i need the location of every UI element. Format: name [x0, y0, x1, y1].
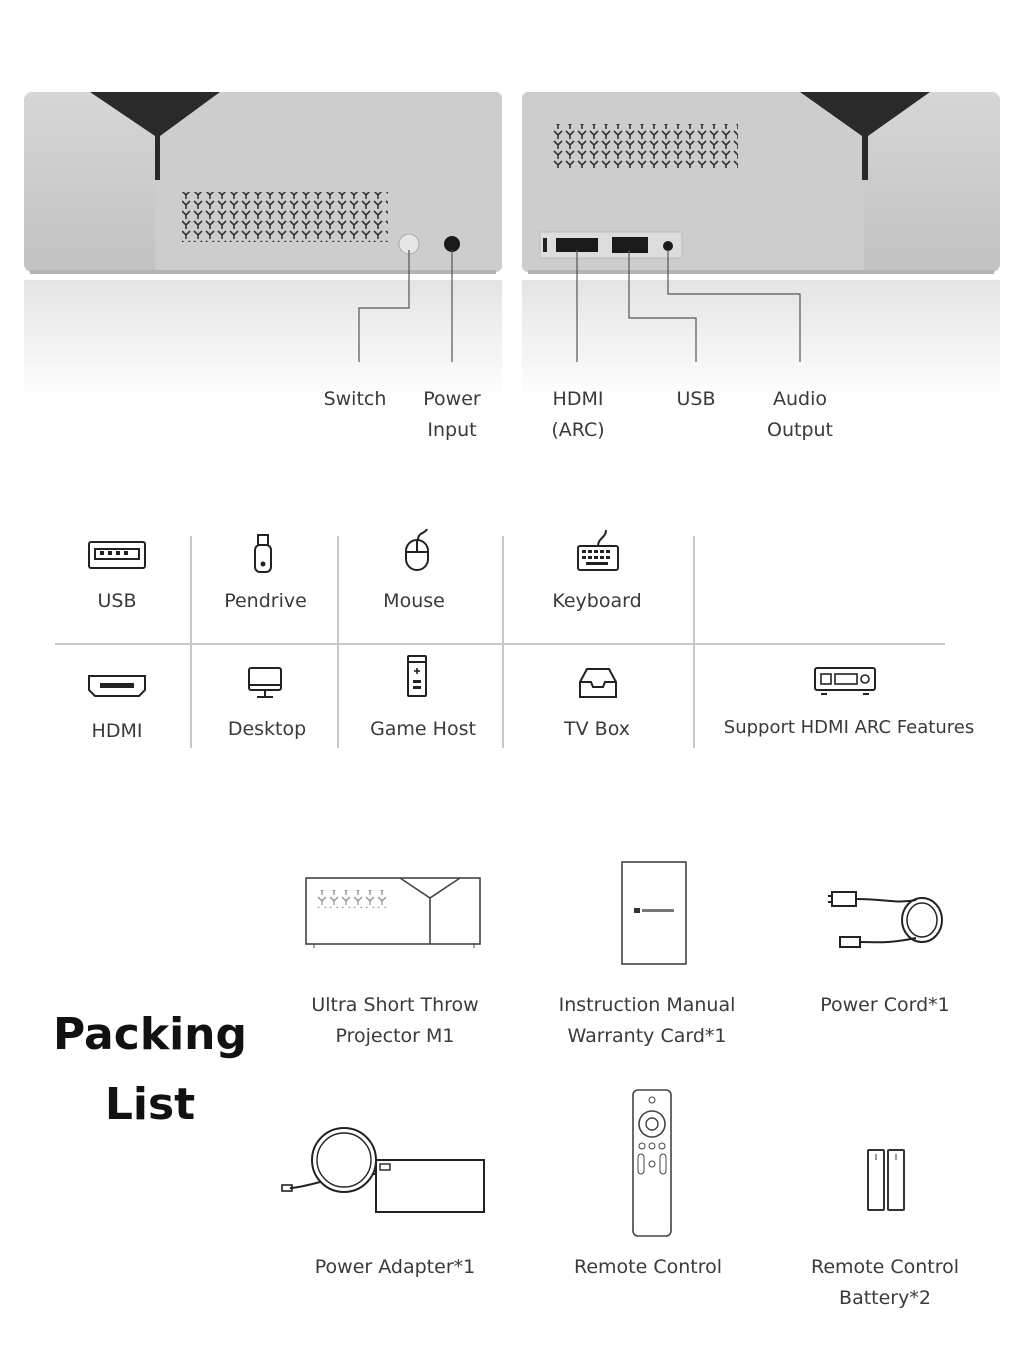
pack-label-manual	[540, 990, 754, 1052]
compat-label-tv-box: TV Box	[564, 718, 630, 740]
tv-box-icon	[578, 666, 618, 700]
pack-label-projector-line1: Ultra Short Throw	[311, 994, 479, 1016]
compat-label-usb: USB	[97, 590, 137, 612]
compat-label-desktop: Desktop	[227, 718, 307, 740]
port-label-power-line2: Input	[427, 419, 477, 441]
pack-label-battery-line1: Remote Control	[810, 1256, 960, 1278]
grid-divider	[693, 536, 695, 748]
port-label-hdmi-line1: HDMI	[552, 388, 604, 410]
packing-title-line1: Packing	[52, 1009, 247, 1060]
pack-label-battery	[790, 1252, 980, 1314]
port-label-usb: USB	[676, 388, 716, 410]
pendrive-icon	[253, 534, 273, 574]
compat-label-keyboard: Keyboard	[552, 590, 642, 612]
port-label-audio	[746, 384, 854, 446]
packing-list-title	[40, 1000, 260, 1140]
pack-label-manual-line2: Warranty Card*1	[567, 1025, 727, 1047]
port-label-hdmi-line2: (ARC)	[551, 419, 605, 441]
port-label-audio-line1: Audio	[772, 388, 827, 410]
pack-label-power-adapter: Power Adapter*1	[314, 1256, 476, 1278]
power-cord-illustration	[826, 886, 948, 954]
grid-divider	[55, 643, 945, 645]
power-adapter-illustration	[280, 1124, 488, 1216]
compat-label-game-host: Game Host	[370, 718, 476, 740]
grid-divider	[337, 536, 339, 748]
projector-illustration	[304, 876, 482, 948]
compat-label-hdmi-arc: Support HDMI ARC Features	[723, 717, 975, 738]
port-label-power-line1: Power	[423, 388, 481, 410]
pack-label-projector-line2: Projector M1	[335, 1025, 455, 1047]
mouse-icon	[401, 528, 435, 572]
port-label-audio-line2: Output	[767, 419, 833, 441]
av-receiver-icon	[813, 666, 877, 698]
pack-label-battery-line2: Battery*2	[839, 1287, 931, 1309]
keyboard-icon	[576, 528, 620, 572]
pack-label-power-cord: Power Cord*1	[820, 994, 950, 1016]
manual-illustration	[620, 860, 690, 968]
usb-icon	[88, 540, 146, 570]
grid-divider	[502, 536, 504, 748]
port-label-switch: Switch	[323, 388, 387, 410]
pack-label-remote: Remote Control	[573, 1256, 723, 1278]
game-host-icon	[406, 654, 428, 698]
projector-right-side	[522, 92, 1000, 274]
compat-label-hdmi: HDMI	[91, 720, 143, 742]
projector-left-side	[24, 92, 502, 274]
pack-label-projector	[290, 990, 500, 1052]
compat-label-mouse: Mouse	[383, 590, 445, 612]
compat-label-pendrive: Pendrive	[224, 590, 307, 612]
hdmi-icon	[88, 674, 146, 698]
battery-illustration	[866, 1148, 906, 1212]
port-label-power	[400, 384, 504, 446]
packing-title-line2: List	[104, 1079, 196, 1130]
remote-control-illustration	[630, 1088, 674, 1238]
projector-rear-views	[0, 0, 1024, 460]
grid-divider	[190, 536, 192, 748]
port-label-hdmi	[528, 384, 628, 446]
pack-label-manual-line1: Instruction Manual	[558, 994, 736, 1016]
desktop-icon	[247, 666, 283, 700]
